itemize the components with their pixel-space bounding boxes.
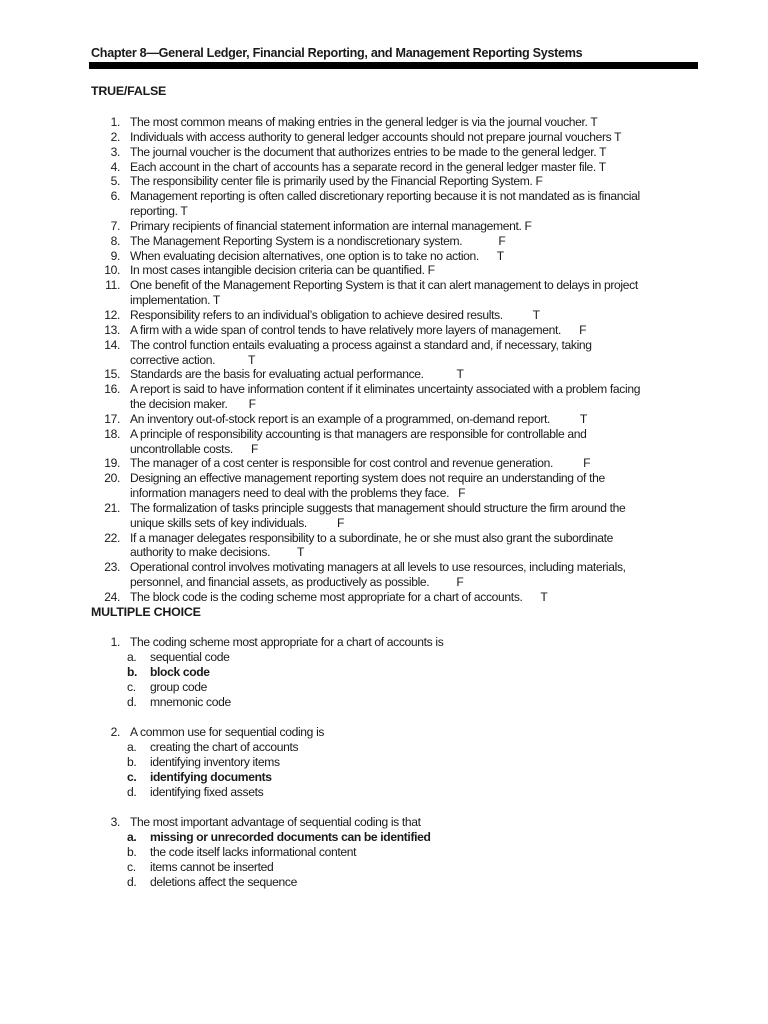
item-number: 5. xyxy=(110,174,120,189)
mc-option-text: identifying fixed assets xyxy=(150,785,264,799)
true-false-item xyxy=(0,501,768,531)
item-number: 23. xyxy=(104,560,120,575)
item-number: 14. xyxy=(104,337,120,352)
item-number: 4. xyxy=(110,159,120,174)
chapter-header: Chapter 8—General Ledger, Financial Reporting, and Management Reporting Systems xyxy=(91,46,583,60)
item-text-line: When evaluating decision alternatives, one option is to take no action. T xyxy=(130,248,504,263)
item-text-line: reporting. T xyxy=(130,204,188,219)
item-number: 16. xyxy=(104,382,120,397)
true-false-item xyxy=(0,308,768,323)
item-number: 10. xyxy=(104,263,120,278)
mc-question-text: The most important advantage of sequential coding is that xyxy=(130,815,421,829)
true-false-item xyxy=(0,189,768,219)
item-text xyxy=(130,367,700,382)
item-text-line: An inventory out-of-stock report is an example of a programmed, on-demand report. T xyxy=(130,411,587,426)
mc-question-row xyxy=(0,815,768,830)
item-text-line: If a manager delegates responsibility to a subordinate, he or she must also grant the subordinate xyxy=(130,530,614,545)
item-text-line: The Management Reporting System is a nondiscretionary system. F xyxy=(130,233,506,248)
true-false-item xyxy=(0,412,768,427)
true-false-heading: TRUE/FALSE xyxy=(91,84,167,98)
item-number: 24. xyxy=(104,590,120,604)
true-false-item xyxy=(0,115,768,130)
mc-option-text: the code itself lacks informational content xyxy=(150,845,357,859)
item-text xyxy=(130,560,700,590)
true-false-list xyxy=(0,115,768,605)
item-text xyxy=(130,263,700,278)
mc-option-text: group code xyxy=(150,680,208,694)
item-text-line: corrective action. T xyxy=(130,352,256,367)
mc-option-correct xyxy=(0,770,768,785)
item-text-line: Management reporting is often called discretionary reporting because it is not mandated as is financial xyxy=(130,189,640,204)
true-false-item xyxy=(0,249,768,264)
item-text xyxy=(130,160,700,175)
mc-option-letter: b. xyxy=(127,845,137,859)
mc-question-row xyxy=(0,635,768,650)
item-text-line: Operational control involves motivating managers at all levels to use resources, including materials, xyxy=(130,560,626,575)
item-number: 20. xyxy=(104,471,120,486)
true-false-item xyxy=(0,471,768,501)
mc-option-letter: a. xyxy=(127,740,137,754)
item-number: 6. xyxy=(110,189,120,204)
item-text xyxy=(130,456,700,471)
mc-option xyxy=(0,860,768,875)
mc-option-text: block code xyxy=(150,665,210,679)
item-text-line: Each account in the chart of accounts has a separate record in the general ledger master file. T xyxy=(130,159,606,174)
item-text-line: Standards are the basis for evaluating actual performance. T xyxy=(130,367,464,382)
true-false-item xyxy=(0,590,768,605)
true-false-item xyxy=(0,382,768,412)
item-number: 13. xyxy=(104,322,120,337)
true-false-item xyxy=(0,427,768,457)
true-false-item xyxy=(0,560,768,590)
item-text-line: unique skills sets of key individuals. F xyxy=(130,515,345,530)
item-text-line: Primary recipients of financial statement information are internal management. F xyxy=(130,218,532,233)
item-number: 9. xyxy=(110,248,120,263)
item-number: 11. xyxy=(105,278,120,293)
mc-option xyxy=(0,875,768,890)
item-text xyxy=(130,323,700,338)
mc-option-text: identifying inventory items xyxy=(150,755,280,769)
item-text-line: authority to make decisions. T xyxy=(130,545,305,560)
true-false-item xyxy=(0,263,768,278)
item-text-line: A firm with a wide span of control tends to have relatively more layers of management. F xyxy=(130,322,587,337)
true-false-item xyxy=(0,234,768,249)
mc-option-text: missing or unrecorded documents can be identified xyxy=(150,830,431,844)
mc-question-number: 2. xyxy=(110,725,120,739)
item-number: 22. xyxy=(104,530,120,545)
item-number: 17. xyxy=(104,411,120,426)
mc-question-text: A common use for sequential coding is xyxy=(130,725,325,739)
item-number: 12. xyxy=(104,307,120,322)
item-text-line: Responsibility refers to an individual’s obligation to achieve desired results. T xyxy=(130,307,540,322)
mc-option-letter: c. xyxy=(127,860,136,874)
mc-option-text: deletions affect the sequence xyxy=(150,875,297,889)
item-text xyxy=(130,189,700,219)
item-text xyxy=(130,249,700,264)
mc-question-row xyxy=(0,725,768,740)
true-false-item xyxy=(0,174,768,189)
mc-option-letter: d. xyxy=(127,875,137,889)
item-text xyxy=(130,145,700,160)
true-false-item xyxy=(0,456,768,471)
item-text xyxy=(130,412,700,427)
mc-option xyxy=(0,650,768,665)
item-text-line: implementation. T xyxy=(130,293,220,308)
item-number: 19. xyxy=(104,456,120,471)
mc-question xyxy=(0,815,768,890)
item-text xyxy=(130,501,700,531)
mc-option-text: mnemonic code xyxy=(150,695,231,709)
mc-option-text: creating the chart of accounts xyxy=(150,740,299,754)
mc-option-letter: b. xyxy=(127,755,137,769)
mc-option xyxy=(0,680,768,695)
item-text xyxy=(130,338,700,368)
mc-option-text: sequential code xyxy=(150,650,230,664)
item-text-line: The journal voucher is the document that authorizes entries to be made to the general ledger. T xyxy=(130,144,607,159)
item-text-line: personnel, and financial assets, as productively as possible. F xyxy=(130,575,464,590)
item-text-line: Individuals with access authority to general ledger accounts should not prepare journal vouchers T xyxy=(130,129,622,144)
mc-question-text: The coding scheme most appropriate for a chart of accounts is xyxy=(130,635,444,649)
item-text xyxy=(130,174,700,189)
mc-question-number: 1. xyxy=(110,635,120,649)
item-text xyxy=(130,471,700,501)
true-false-item xyxy=(0,145,768,160)
item-number: 3. xyxy=(110,144,120,159)
item-text-line: The manager of a cost center is responsible for cost control and revenue generation. F xyxy=(130,456,591,471)
mc-option-letter: a. xyxy=(127,830,137,844)
mc-question-number: 3. xyxy=(110,815,120,829)
mc-option-text: items cannot be inserted xyxy=(150,860,274,874)
item-text-line: The block code is the coding scheme most appropriate for a chart of accounts. T xyxy=(130,590,548,604)
item-text xyxy=(130,427,700,457)
mc-option-correct xyxy=(0,665,768,680)
item-text-line: Designing an effective management reporting system does not require an understanding of the xyxy=(130,471,605,486)
item-number: 7. xyxy=(110,218,120,233)
true-false-item xyxy=(0,160,768,175)
item-text-line: A report is said to have information content if it eliminates uncertainty associated with a problem facing xyxy=(130,382,641,397)
item-text xyxy=(130,382,700,412)
multiple-choice-list xyxy=(0,635,768,905)
true-false-item xyxy=(0,338,768,368)
item-text-line: The responsibility center file is primarily used by the Financial Reporting System. F xyxy=(130,174,543,189)
item-text xyxy=(130,130,700,145)
item-text-line: information managers need to deal with the problems they face. F xyxy=(130,486,466,501)
multiple-choice-heading: MULTIPLE CHOICE xyxy=(91,605,201,619)
item-number: 18. xyxy=(104,426,120,441)
item-number: 2. xyxy=(110,129,120,144)
item-text xyxy=(130,590,700,605)
mc-option xyxy=(0,755,768,770)
true-false-item xyxy=(0,219,768,234)
mc-option-letter: c. xyxy=(127,770,137,784)
true-false-item xyxy=(0,278,768,308)
item-number: 21. xyxy=(104,500,120,515)
item-text-line: A principle of responsibility accounting is that managers are responsible for controllable and xyxy=(130,426,587,441)
mc-option xyxy=(0,785,768,800)
item-text-line: the decision maker. F xyxy=(130,397,256,412)
item-text xyxy=(130,308,700,323)
mc-option-letter: c. xyxy=(127,680,136,694)
mc-question xyxy=(0,635,768,710)
mc-question xyxy=(0,725,768,800)
item-text-line: One benefit of the Management Reporting System is that it can alert management to delays in project xyxy=(130,278,638,293)
true-false-item xyxy=(0,367,768,382)
true-false-item xyxy=(0,323,768,338)
true-false-item xyxy=(0,130,768,145)
mc-option xyxy=(0,740,768,755)
item-text-line: The most common means of making entries in the general ledger is via the journal voucher. T xyxy=(130,115,598,129)
mc-option xyxy=(0,845,768,860)
item-text-line: uncontrollable costs. F xyxy=(130,441,258,456)
header-rule xyxy=(89,62,698,69)
item-number: 15. xyxy=(104,367,120,382)
mc-option-correct xyxy=(0,830,768,845)
item-text xyxy=(130,219,700,234)
mc-option-text: identifying documents xyxy=(150,770,272,784)
item-text-line: In most cases intangible decision criteria can be quantified. F xyxy=(130,263,435,278)
mc-option-letter: b. xyxy=(127,665,138,679)
item-text-line: The control function entails evaluating a process against a standard and, if necessary, taking xyxy=(130,337,592,352)
item-number: 1. xyxy=(110,115,120,129)
item-text xyxy=(130,115,700,130)
item-number: 8. xyxy=(110,233,120,248)
item-text xyxy=(130,234,700,249)
item-text xyxy=(130,278,700,308)
true-false-item xyxy=(0,531,768,561)
mc-option-letter: d. xyxy=(127,695,137,709)
mc-option xyxy=(0,695,768,710)
item-text xyxy=(130,531,700,561)
mc-option-letter: d. xyxy=(127,785,137,799)
item-text-line: The formalization of tasks principle suggests that management should structure the firm around the xyxy=(130,500,626,515)
mc-option-letter: a. xyxy=(127,650,137,664)
